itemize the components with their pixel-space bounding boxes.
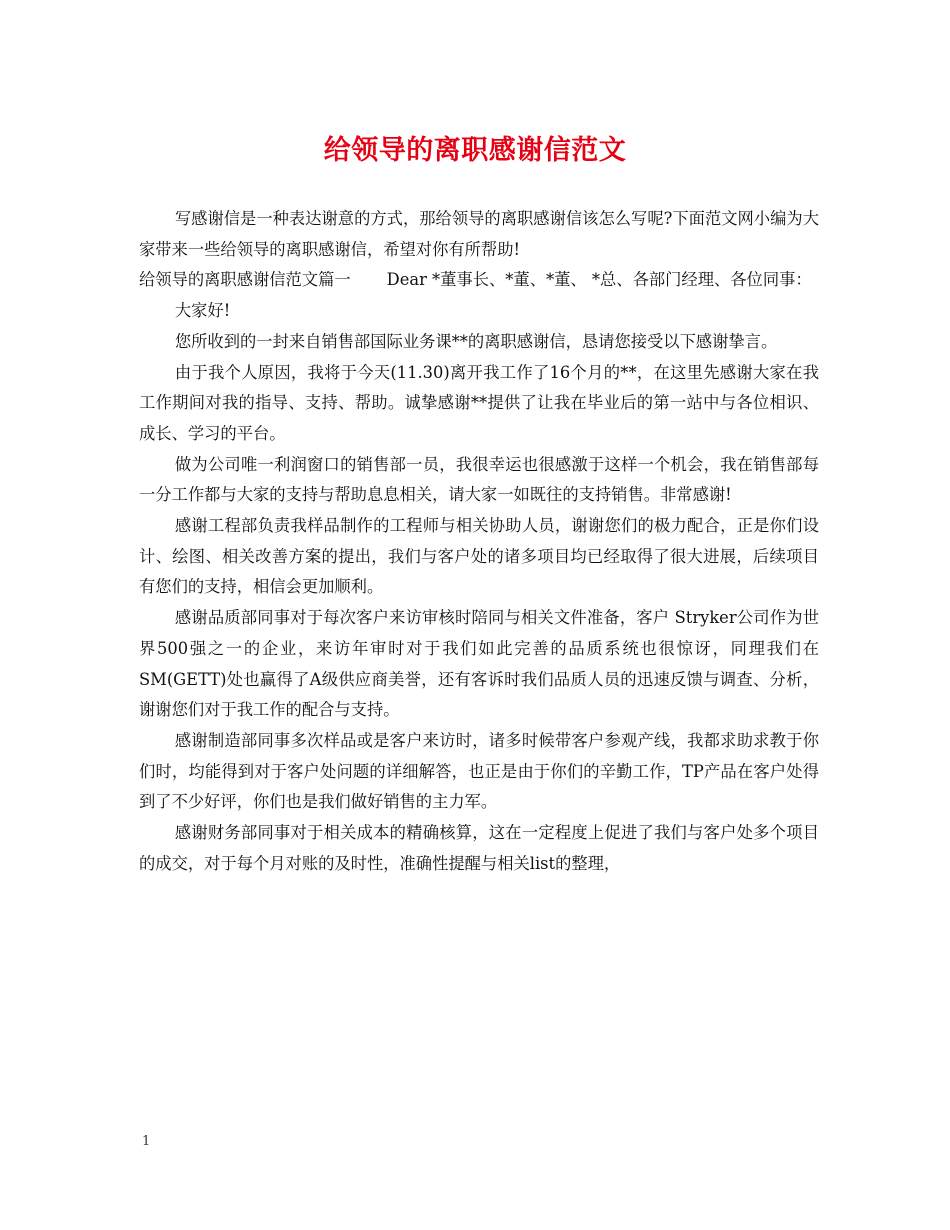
document-body	[139, 204, 819, 879]
body-paragraph-7: 感谢财务部同事对于相关成本的精确核算，这在一定程度上促进了我们与客户处多个项目的成交，对于每个月对账的及时性，准确性提醒与相关list的整理，	[139, 823, 819, 873]
body-paragraph-4: 感谢工程部负责我样品制作的工程师与相关协助人员，谢谢您们的极力配合，正是你们设计、绘图、相关改善方案的提出，我们与客户处的诸多项目均已经取得了很大进展，后续项目有您们的支持，相信会更加顺利。	[139, 516, 819, 597]
section-heading: 给领导的离职感谢信范文篇一	[139, 270, 351, 290]
body-paragraph-5: 感谢品质部同事对于每次客户来访审核时陪同与相关文件准备，客户 Stryker公司作为世界500强之一的企业，来访年审时对于我们如此完善的品质系统也很惊讶，同理我们在SM(GETT)处也赢得了A级供应商美誉，还有客诉时我们品质人员的迅速反馈与调查、分析，谢谢您们对于我工作的配合与支持。	[139, 608, 819, 720]
document-title: 给领导的离职感谢信范文	[323, 135, 627, 166]
salutation-text: Dear *董事长、*董、*董、 *总、各部门经理、各位同事：	[386, 270, 812, 290]
greeting-paragraph: 大家好!	[174, 301, 231, 321]
salutation-paragraph	[139, 265, 819, 296]
body-paragraph-3: 做为公司唯一利润窗口的销售部一员，我很幸运也很感激于这样一个机会，我在销售部每一分工作都与大家的支持与帮助息息相关，请大家一如既往的支持销售。非常感谢!	[139, 454, 819, 505]
body-paragraph-2: 由于我个人原因，我将于今天(11.30)离开我工作了16个月的**，在这里先感谢大家在我工作期间对我的指导、支持、帮助。诚挚感谢**提供了让我在毕业后的第一站中与各位相识、成长、学习的平台。	[139, 362, 819, 443]
page-number: 1	[142, 1134, 151, 1149]
intro-paragraph: 写感谢信是一种表达谢意的方式，那给领导的离职感谢信该怎么写呢?下面范文网小编为大家带来一些给领导的离职感谢信，希望对你有所帮助!	[139, 209, 819, 259]
body-paragraph-1: 您所收到的一封来自销售部国际业务课**的离职感谢信，恳请您接受以下感谢挚言。	[174, 331, 778, 351]
body-paragraph-6: 感谢制造部同事多次样品或是客户来访时，诸多时候带客户参观产线，我都求助求教于你们时，均能得到对于客户处问题的详细解答，也正是由于你们的辛勤工作，TP产品在客户处得到了不少好评，你们也是我们做好销售的主力军。	[139, 730, 819, 812]
